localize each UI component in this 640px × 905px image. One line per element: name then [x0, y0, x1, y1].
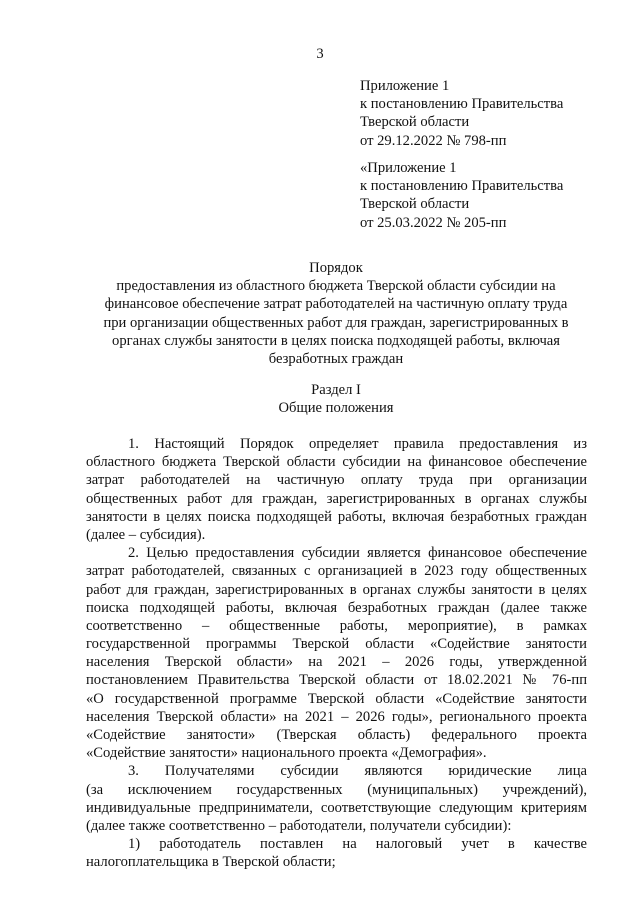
appendix-line: от 25.03.2022 № 205-пп: [360, 214, 507, 231]
appendix-line: от 29.12.2022 № 798-пп: [360, 132, 507, 149]
text-line: 1. Настоящий Порядок определяет правила предоставления из: [128, 436, 587, 452]
text-line: занятости в целях поиска подходящей работы, включая безработных граждан: [86, 508, 587, 525]
section-number: Раздел I: [311, 382, 361, 398]
text-line: населения Тверской области» на 2021 – 2026 годы, утвержденной: [86, 654, 587, 671]
text-line: затрат работодателей на частичную оплату труда при организации: [86, 472, 587, 489]
text-line: (далее также соответственно – работодатели, получатели субсидии):: [86, 817, 512, 834]
title-line: органах службы занятости в целях поиска подходящей работы, включая: [112, 332, 560, 349]
document-body: [86, 435, 587, 872]
text-line: областного бюджета Тверской области субсидии на финансовое обеспечение: [86, 454, 587, 471]
text-line: 3. Получателями субсидии являются юридические лица: [128, 763, 587, 780]
appendix-line: Тверской области: [360, 196, 470, 213]
appendix-line: Тверской области: [360, 114, 470, 131]
text-line: 2. Целью предоставления субсидии является финансовое обеспечение: [128, 545, 587, 562]
text-line: государственной программы Тверской области «Содействие занятости: [86, 636, 587, 653]
text-line: затрат работодателей, связанных с организацией в 2023 году общественных: [86, 563, 587, 580]
title-line: при организации общественных работ для граждан, зарегистрированных в: [103, 314, 569, 331]
title-line: финансовое обеспечение затрат работодателей на частичную оплату труда: [104, 296, 568, 313]
page-number: 3: [316, 46, 324, 62]
section-name: Общие положения: [278, 400, 394, 417]
title-line: предоставления из областного бюджета Тверской области субсидии на: [116, 278, 556, 295]
text-line: соответственно – общественные работы, мероприятие), в рамках: [86, 617, 587, 634]
section-heading: [86, 381, 586, 417]
text-line: постановлением Правительства Тверской области от 18.02.2021 № 76-пп: [86, 672, 587, 689]
paragraph-1: [86, 435, 587, 544]
text-line: «О государственной программе Тверской области «Содействие занятости: [86, 690, 587, 707]
text-line: (за исключением государственных (муниципальных) учреждений),: [86, 781, 587, 798]
paragraph-2: [86, 544, 587, 762]
text-line: (далее – субсидия).: [86, 526, 206, 543]
appendix-line: к постановлению Правительства: [360, 96, 564, 113]
title-line: Порядок: [309, 260, 363, 276]
paragraph-3: [86, 762, 587, 835]
document-title: [86, 259, 586, 368]
text-line: населения Тверской области» на 2021 – 2026 годы», регионального проекта: [86, 708, 587, 725]
appendix-line: к постановлению Правительства: [360, 178, 564, 195]
paragraph-4: [86, 835, 587, 871]
appendix-line: «Приложение 1: [360, 160, 457, 176]
text-line: 1) работодатель поставлен на налоговый учет в качестве: [128, 836, 587, 853]
text-line: работ для граждан, зарегистрированных в органах службы занятости в целях: [86, 581, 587, 598]
text-line: «Содействие занятости» (Тверская область) федерального проекта: [86, 727, 587, 743]
text-line: «Содействие занятости» национального проекта «Демография».: [86, 745, 487, 762]
text-line: индивидуальные предприниматели, соответствующие следующим критериям: [86, 799, 587, 816]
title-line: безработных граждан: [268, 351, 404, 368]
appendix-reference-current: [360, 77, 620, 150]
appendix-reference-original: [360, 159, 620, 232]
text-line: поиска подходящей работы, включая безработных граждан (далее также: [86, 599, 587, 616]
text-line: налогоплательщика в Тверской области;: [86, 854, 336, 871]
appendix-line: Приложение 1: [360, 78, 450, 94]
text-line: общественных работ для граждан, зарегистрированных в органах службы: [86, 490, 587, 507]
